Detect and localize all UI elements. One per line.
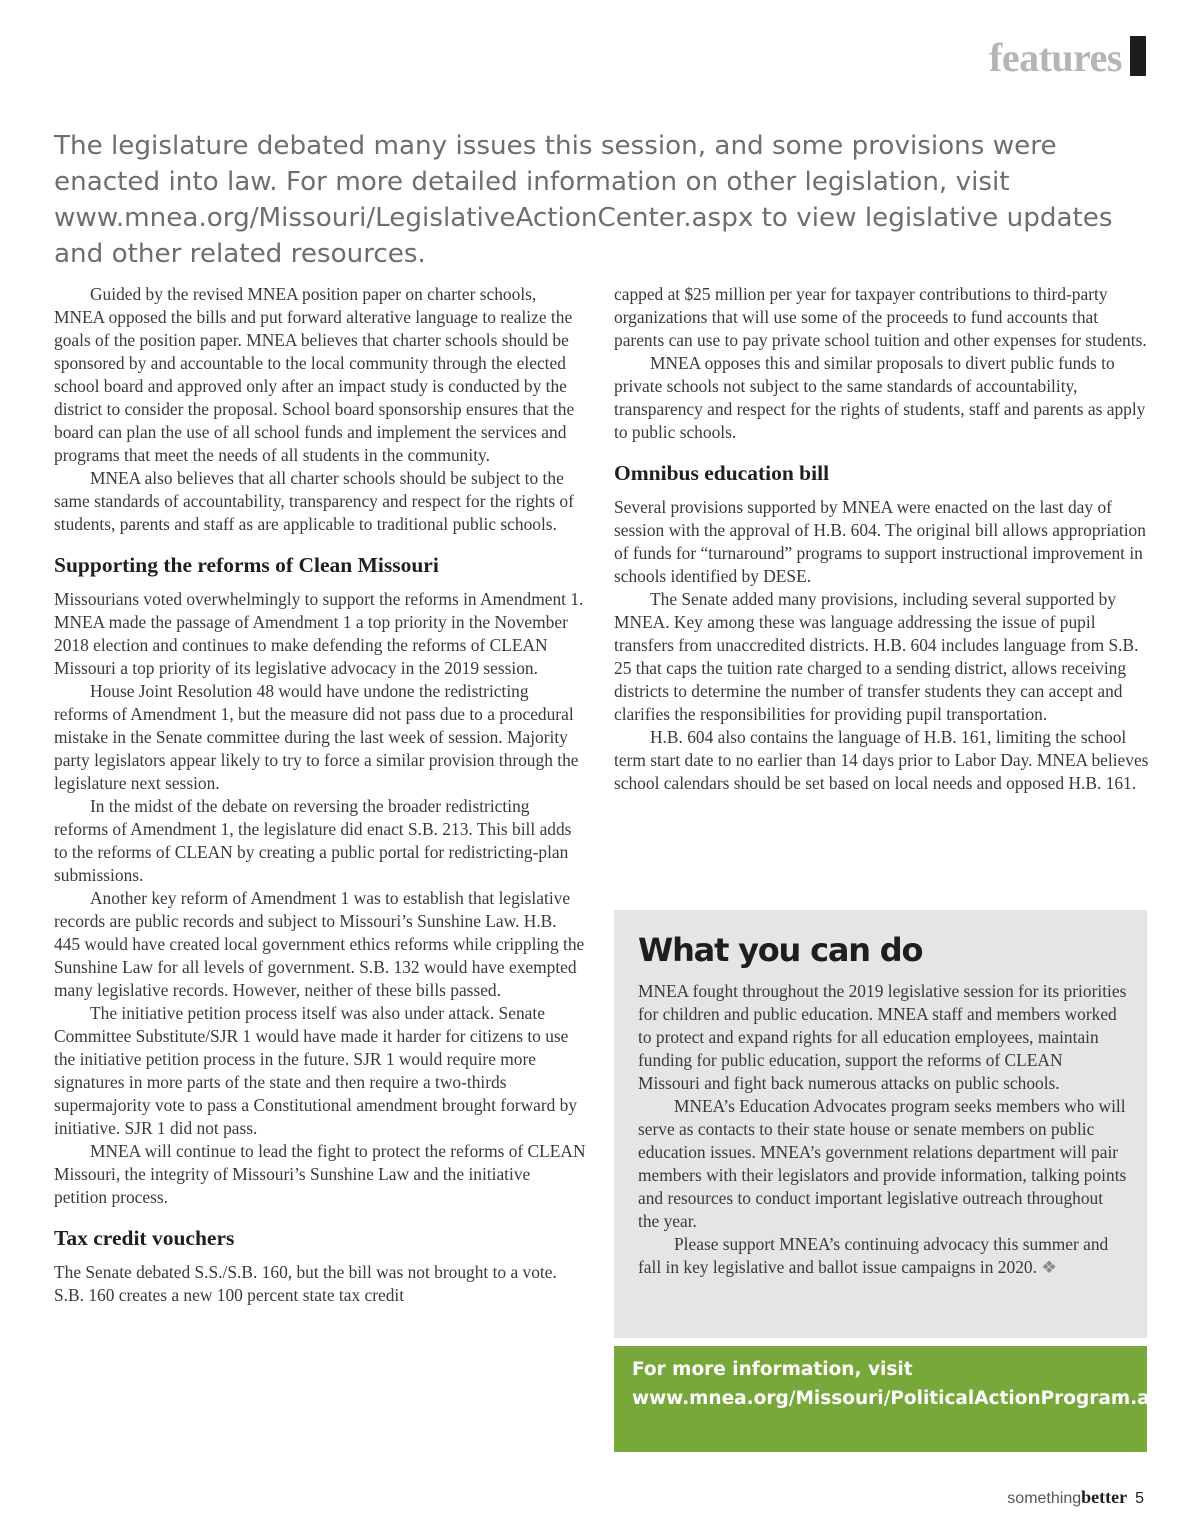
footer-brand-light: something <box>1007 1490 1082 1507</box>
paragraph: House Joint Resolution 48 would have undone the redistricting reforms of Amendment 1, but the measure did not pass due to a procedural mistake in the Senate committee during the last week of session. Majority party legislators appear likely to try to force a similar provision through the legislature next session. <box>54 681 579 793</box>
section-label: features <box>989 35 1122 80</box>
intro-text: The legislature debated many issues this session, and some provisions were enacted into law. For more detailed information on other legislation, visit www.mnea.org/Missouri/LegislativeActionCenter.aspx to view legislative updates and other related resources. <box>54 131 1113 269</box>
box-title: What you can do <box>638 931 923 969</box>
paragraph: MNEA fought throughout the 2019 legislative session for its priorities for children and public education. MNEA staff and members worked to protect and expand rights for all education employees, maintain funding for public education, support the reforms of CLEAN Missouri and fight back numerous attacks on public schools. <box>638 981 1127 1093</box>
paragraph: In the midst of the debate on reversing the broader redistricting reforms of Amendment 1, the legislature did enact S.B. 213. This bill adds to the reforms of CLEAN by creating a public portal for redistricting-plan submissions. <box>54 796 572 885</box>
paragraph-text: Please support MNEA’s continuing advocacy this summer and fall in key legislative and ballot issue campaigns in 2020. <box>638 1234 1109 1277</box>
paragraph: The Senate added many provisions, including several supported by MNEA. Key among these was language addressing the issue of pupil transfers from unaccredited districts. H.B. 604 includes language from S.B. 25 that caps the tuition rate charged to a sending district, allows receiving districts to determine the number of transfer students they can accept and clarifies the responsibilities for providing pupil transportation. <box>614 589 1139 724</box>
clean-missouri-heading: Supporting the reforms of Clean Missouri <box>54 553 439 577</box>
end-mark-icon: ❖ <box>1041 1257 1057 1277</box>
paragraph <box>638 1233 1128 1279</box>
paragraph: Missourians voted overwhelmingly to support the reforms in Amendment 1. MNEA made the passage of Amendment 1 a top priority in the November 2018 election and continues to make defending the reforms of CLEAN Missouri a top priority of its legislative advocacy in the 2019 session. <box>54 589 584 678</box>
paragraph: H.B. 604 also contains the language of H.B. 161, limiting the school term start date to no earlier than 14 days prior to Labor Day. MNEA believes school calendars should be set based on local needs and opposed H.B. 161. <box>614 727 1149 793</box>
page-footer <box>1007 1487 1144 1509</box>
more-info-banner <box>614 1346 1193 1452</box>
section-bar <box>1130 36 1146 76</box>
paragraph: MNEA will continue to lead the fight to protect the reforms of CLEAN Missouri, the integrity of Missouri’s Sunshine Law and the initiative petition process. <box>54 1141 586 1207</box>
right-column <box>614 283 1150 795</box>
left-column <box>54 283 586 1307</box>
page-number: 5 <box>1135 1490 1144 1507</box>
tax-credit-heading: Tax credit vouchers <box>54 1226 235 1250</box>
footer-brand-bold: better <box>1081 1487 1128 1507</box>
paragraph: The Senate debated S.S./S.B. 160, but the bill was not brought to a vote. S.B. 160 creates a new 100 percent state tax credit <box>54 1262 557 1305</box>
paragraph: MNEA’s Education Advocates program seeks members who will serve as contacts to their state house or senate members on public education issues. MNEA’s government relations department will pair members with their legislators and provide information, talking points and resources to conduct important legislative outreach throughout the year. <box>638 1096 1127 1231</box>
paragraph: Several provisions supported by MNEA were enacted on the last day of session with the approval of H.B. 604. The original bill allows appropriation of funds for “turnaround” programs to support instructional improvement in schools identified by DESE. <box>614 497 1146 586</box>
paragraph: MNEA opposes this and similar proposals to divert public funds to private schools not subject to the same standards of accountability, transparency and respect for the rights of students, staff and parents as apply to public schools. <box>614 353 1146 442</box>
paragraph: Guided by the revised MNEA position paper on charter schools, MNEA opposed the bills and put forward alterative language to realize the goals of the position paper. MNEA believes that charter schools should be sponsored by and accountable to the local community through the elected school board and approved only after an impact study is conducted by the district to consider the proposal. School board sponsorship ensures that the board can plan the use of all school funds and implement the services and programs that meet the needs of all students in the community. <box>54 284 575 465</box>
paragraph: capped at $25 million per year for taxpayer contributions to third-party organizations that will use some of the proceeds to fund accounts that parents can use to pay private school tuition and other expenses for students. <box>614 284 1147 350</box>
box-body <box>638 980 1128 1279</box>
paragraph: The initiative petition process itself was also under attack. Senate Committee Substitute/SJR 1 would have made it harder for citizens to use the initiative petition process in the future. SJR 1 would require more signatures in more parts of the state and then require a two-thirds supermajority vote to pass a Constitutional amendment brought forward by initiative. SJR 1 did not pass. <box>54 1003 578 1138</box>
omnibus-heading: Omnibus education bill <box>614 461 830 485</box>
what-you-can-do-box <box>614 910 1147 1338</box>
paragraph: Another key reform of Amendment 1 was to establish that legislative records are public records and subject to Missouri’s Sunshine Law. H.B. 445 would have created local government ethics reforms while crippling the Sunshine Law for all levels of government. S.B. 132 would have exempted many legislative records. However, neither of these bills passed. <box>54 888 585 1000</box>
paragraph: MNEA also believes that all charter schools should be subject to the same standards of accountability, transparency and respect for the rights of students, parents and staff as are applicable to traditional public schools. <box>54 468 574 534</box>
more-info-text: For more information, visit www.mnea.org/Missouri/PoliticalActionProgram.aspx. <box>632 1359 1193 1409</box>
